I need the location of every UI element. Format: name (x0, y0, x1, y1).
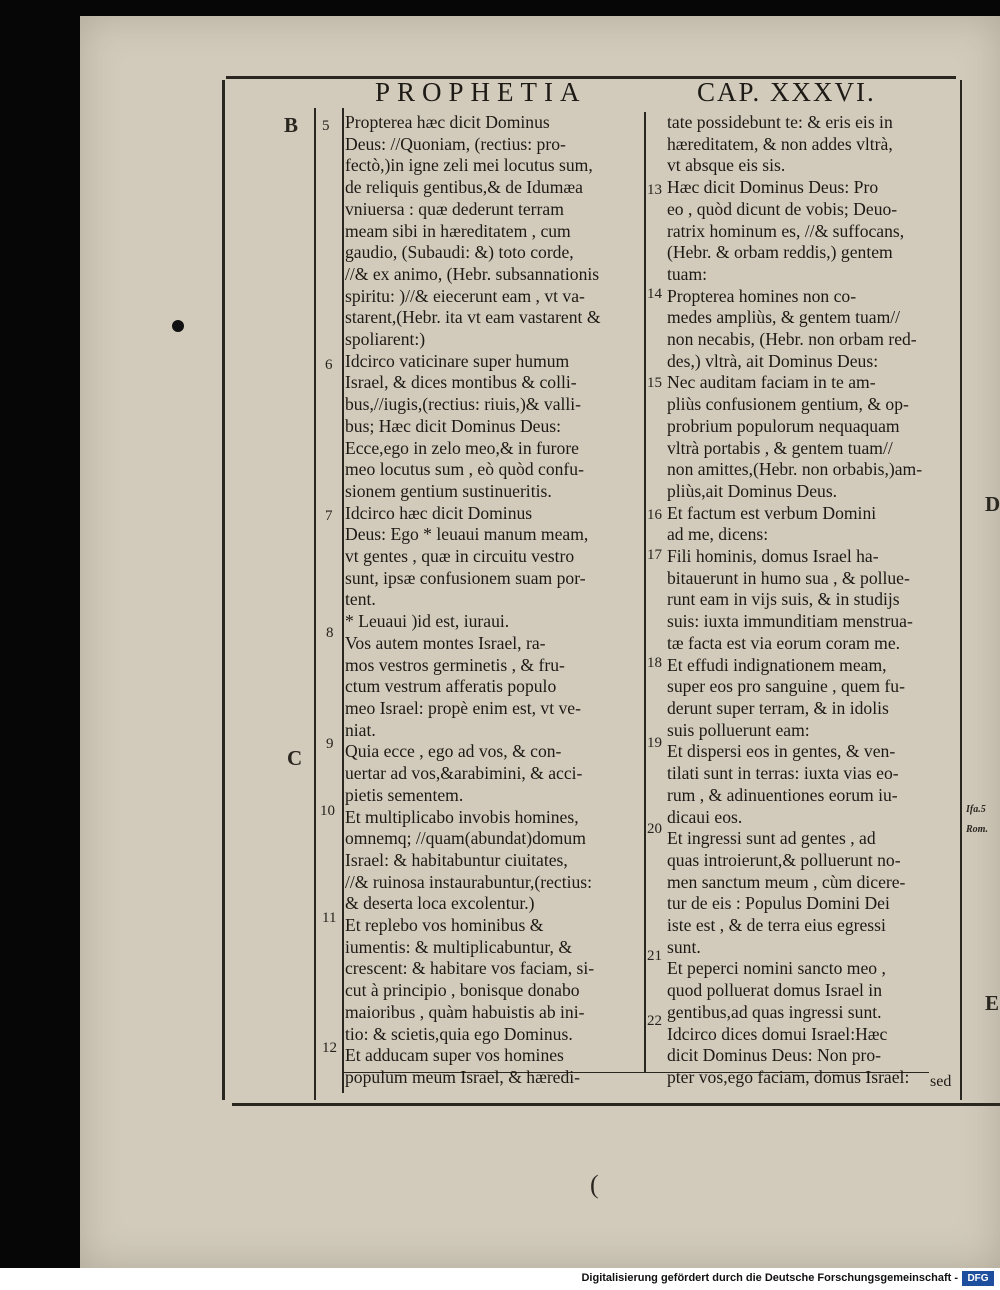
text-line: Et adducam super vos homines (345, 1045, 564, 1066)
text-line: //& ruinosa instaurabuntur,(rectius: (345, 871, 593, 892)
text-line: maioribus , quàm habuistis ab ini- (345, 1001, 585, 1022)
text-line: medes ampliùs, & gentem tuam// (667, 307, 901, 328)
text-line: sionem gentium sustinueritis. (345, 480, 552, 501)
text-line: spoliarent:) (345, 329, 426, 350)
verse-number: 12 (322, 1040, 337, 1056)
text-line: vt absque eis sis. (667, 155, 786, 176)
verse-number: 18 (647, 655, 662, 671)
text-line: Ecce,ego in zelo meo,& in furore (345, 437, 579, 458)
running-head-chapter: CAP. XXXVI. (697, 77, 876, 107)
verse-number: 9 (326, 736, 334, 752)
digitization-footer (0, 1268, 1000, 1290)
text-line: vniuersa : quæ dederunt terram (345, 198, 564, 219)
text-line: non amittes,(Hebr. non orbabis,)am- (667, 459, 923, 480)
text-line: Idcirco dices domui Israel:Hæc (667, 1023, 888, 1044)
text-line: //& ex animo, (Hebr. subsannationis (345, 263, 600, 284)
text-line: tuam: (667, 263, 708, 284)
text-line: Propterea homines non co- (667, 285, 857, 306)
verse-number: 11 (322, 910, 337, 926)
verse-number: 8 (326, 625, 334, 641)
verse-number: 5 (322, 118, 330, 134)
verse-number: 17 (647, 547, 662, 563)
verse-number: 13 (647, 182, 662, 198)
text-line: dicit Dominus Deus: Non pro- (667, 1045, 882, 1066)
text-line: probrium populorum nequaquam (667, 415, 900, 436)
verse-number: 7 (325, 508, 333, 524)
text-line: sunt, ipsæ confusionem suam por- (345, 567, 586, 588)
text-line: pliùs confusionem gentium, & op- (667, 394, 909, 415)
text-line: bitauerunt in humo sua , & pollue- (667, 567, 910, 588)
text-line: * Leuaui )id est, iuraui. (345, 611, 510, 632)
verse-number: 10 (320, 803, 335, 819)
verse-number: 21 (647, 948, 662, 964)
text-line: ad me, dicens: (667, 524, 769, 545)
verse-number: 16 (647, 507, 662, 523)
text-line: (Hebr. & orbam reddis,) gentem (667, 242, 893, 263)
text-line: starent,(Hebr. ita vt eam vastarent & (345, 307, 601, 328)
text-line: pliùs,ait Dominus Deus. (667, 480, 838, 501)
verse-number: 14 (647, 286, 662, 302)
text-line: ratrix hominum es, //& suffocans, (667, 220, 905, 241)
cross-reference-line: Ifa.5 (966, 804, 986, 815)
text-line: crescent: & habitare vos faciam, si- (345, 958, 595, 979)
text-line: non necabis, (Hebr. non orbam red- (667, 329, 917, 350)
text-line: Fili hominis, domus Israel ha- (667, 546, 879, 567)
text-line: Et multiplicabo invobis homines, (345, 806, 579, 827)
text-line: meo locutus sum , eò quòd confu- (345, 459, 584, 480)
text-line: Nec auditam faciam in te am- (667, 372, 876, 393)
center-rule (644, 112, 646, 1072)
text-line: uertar ad vos,&arabimini, & acci- (345, 763, 583, 784)
text-line: Et peperci nomini sancto meo , (667, 958, 886, 979)
ink-dot (172, 320, 184, 332)
running-head-title: PROPHETIA (375, 77, 587, 107)
signature-mark: ( (590, 1170, 599, 1199)
dfg-logo: DFG (962, 1271, 994, 1286)
text-line: Deus: //Quoniam, (rectius: pro- (345, 133, 566, 154)
right-text-column (667, 112, 957, 1089)
text-line: meo Israel: propè enim est, vt ve- (345, 697, 581, 718)
text-line: quod polluerat domus Israel in (667, 980, 882, 1001)
text-line: tent. (345, 589, 376, 610)
margin-letter-e: E (985, 991, 1000, 1015)
text-line: pter vos,ego faciam, domus Israel: (667, 1066, 910, 1087)
verse-number: 22 (647, 1013, 662, 1029)
text-line: niat. (345, 719, 376, 740)
cross-reference-line: Rom. (966, 824, 988, 835)
text-line: Israel: & habitabuntur ciuitates, (345, 849, 568, 870)
verse-number: 15 (647, 375, 662, 391)
text-line: Et ingressi sunt ad gentes , ad (667, 828, 876, 849)
text-line: tilati sunt in terras: iuxta vias eo- (667, 763, 899, 784)
text-left-rule (342, 108, 344, 1093)
text-line: meam sibi in hæreditatem , cum (345, 220, 571, 241)
left-text-column (345, 112, 640, 1089)
text-line: tate possidebunt te: & eris eis in (667, 112, 893, 132)
text-line: fectò,)in igne zeli mei locutus sum, (345, 155, 593, 176)
text-line: Et effudi indignationem meam, (667, 654, 887, 675)
margin-letter-c: C (287, 746, 303, 770)
text-line: Idcirco hæc dicit Dominus (345, 502, 533, 523)
text-line: ctum vestrum afferatis populo (345, 676, 557, 697)
text-line: eo , quòd dicunt de vobis; Deuo- (667, 198, 898, 219)
text-line: Et replebo vos hominibus & (345, 915, 544, 936)
text-line: runt eam in vijs suis, & in studijs (667, 589, 900, 610)
text-line: populum meum Israel, & hæredi- (345, 1066, 581, 1087)
text-line: rum , & adinuentiones eorum iu- (667, 784, 898, 805)
text-line: omnemq; //quam(abundat)domum (345, 828, 586, 849)
bottom-rule (232, 1103, 1000, 1106)
text-line: bus; Hæc dicit Dominus Deus: (345, 415, 562, 436)
text-line: gentibus,ad quas ingressi sunt. (667, 1001, 882, 1022)
text-line: mos vestros germinetis , & fru- (345, 654, 565, 675)
text-line: spiritu: )//& eiecerunt eam , vt va- (345, 285, 585, 306)
text-line: tæ facta est via eorum coram me. (667, 632, 901, 653)
text-line: Et factum est verbum Domini (667, 502, 877, 523)
text-line: Quia ecce , ego ad vos, & con- (345, 741, 562, 762)
text-line: Vos autem montes Israel, ra- (345, 632, 546, 653)
text-line: derunt super terram, & in idolis (667, 697, 889, 718)
text-line: Propterea hæc dicit Dominus (345, 112, 550, 132)
text-line: super eos pro sanguine , quem fu- (667, 676, 905, 697)
text-line: vt gentes , quæ in circuitu vestro (345, 546, 575, 567)
margin-letter-b: B (284, 113, 299, 137)
text-line: vltrà portabis , & gentem tuam// (667, 437, 893, 458)
footer-credit: Digitalisierung gefördert durch die Deutsche Forschungsgemeinschaft - (581, 1272, 958, 1284)
text-line: cut à principio , bonisque donabo (345, 980, 580, 1001)
inner-left-rule (314, 108, 316, 1100)
text-line: tur de eis : Populus Domini Dei (667, 893, 890, 914)
text-line: quas introierunt,& polluerunt no- (667, 849, 901, 870)
margin-letter-d: D (985, 492, 1000, 516)
text-line: Et dispersi eos in gentes, & ven- (667, 741, 896, 762)
text-line: de reliquis gentibus,& de Idumæa (345, 177, 583, 198)
text-line: hæreditatem, & non addes vltrà, (667, 133, 893, 154)
verse-number: 20 (647, 821, 662, 837)
verse-number: 19 (647, 735, 662, 751)
text-line: & deserta loca excolentur.) (345, 893, 535, 914)
text-line: Idcirco vaticinare super humum (345, 350, 570, 371)
text-line: des,) vltrà, ait Dominus Deus: (667, 350, 879, 371)
catchword: sed (930, 1073, 952, 1090)
right-rule (960, 80, 962, 1100)
text-line: Deus: Ego * leuaui manum meam, (345, 524, 589, 545)
text-line: men sanctum meum , cùm dicere- (667, 871, 906, 892)
text-line: suis: iuxta immunditiam menstrua- (667, 611, 913, 632)
text-line: suis polluerunt eam: (667, 719, 810, 740)
outer-left-rule (222, 80, 225, 1100)
text-line: gaudio, (Subaudi: &) toto corde, (345, 242, 574, 263)
text-line: pietis sementem. (345, 784, 464, 805)
text-line: iumentis: & multiplicabuntur, & (345, 936, 573, 957)
text-line: bus,//iugis,(rectius: riuis,)& valli- (345, 394, 582, 415)
margin-cross-reference (966, 800, 1000, 840)
text-line: iste est , & de terra eius egressi (667, 915, 886, 936)
text-line: sunt. (667, 936, 701, 957)
text-line: Hæc dicit Dominus Deus: Pro (667, 177, 879, 198)
text-line: dicaui eos. (667, 806, 743, 827)
text-line: Israel, & dices montibus & colli- (345, 372, 577, 393)
text-line: tio: & scietis,quia ego Dominus. (345, 1023, 573, 1044)
verse-number: 6 (325, 357, 333, 373)
